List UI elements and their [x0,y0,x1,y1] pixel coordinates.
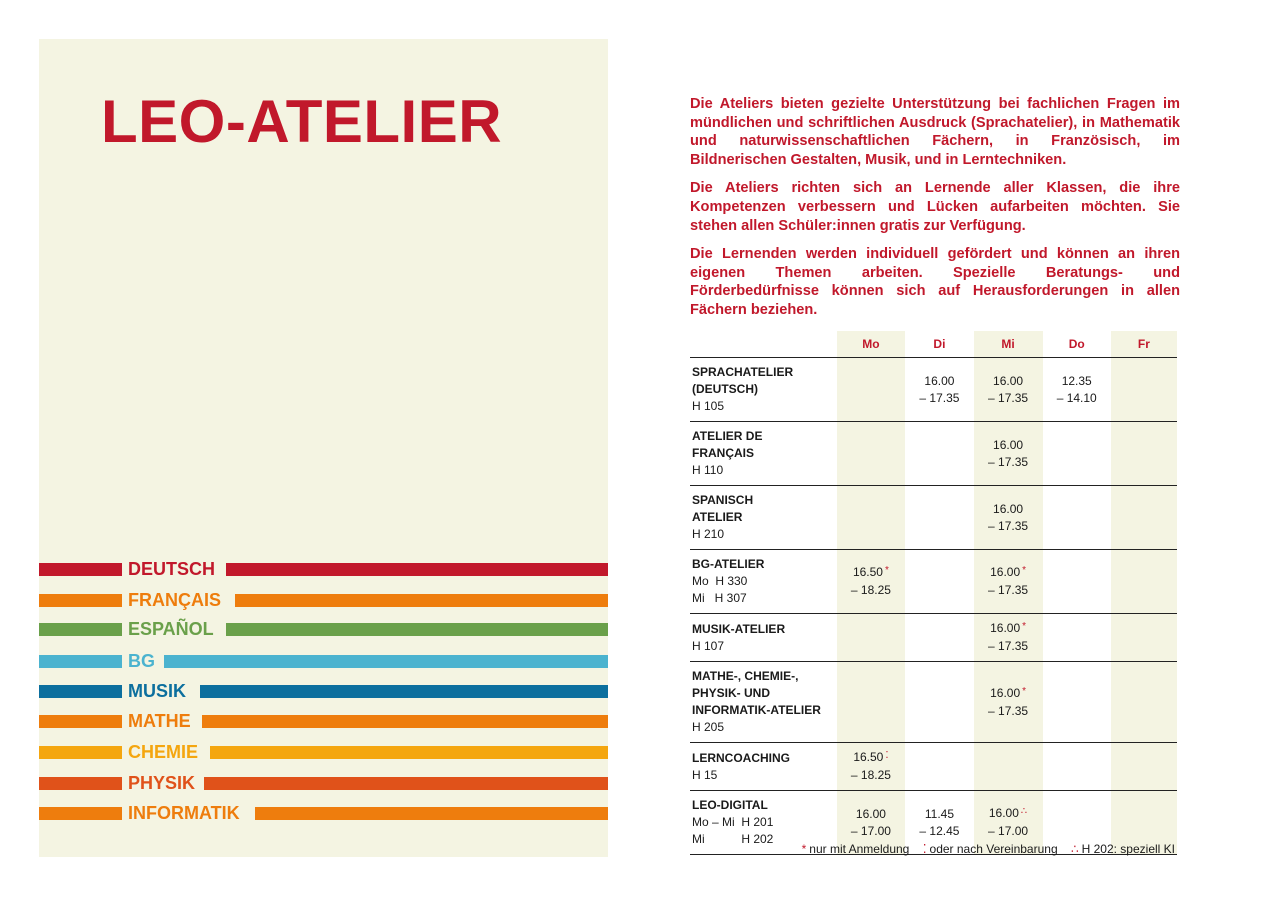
subject-bar [204,777,608,790]
subject-bar [210,746,608,759]
subject-label: PHYSIK [128,773,196,793]
schedule-row [690,743,1177,791]
subject-bar [164,655,608,668]
course-room: H 15 [692,767,718,782]
course-name: SPRACHATELIER [692,365,794,379]
time-cell [837,743,906,791]
time-start-value: 16.00 [993,501,1024,516]
time-start-value: 16.50 [853,750,884,764]
subject-bar [39,623,122,636]
subject-row [39,803,608,823]
time-cell [837,662,906,743]
course-name: FRANÇAIS [692,446,754,460]
time-start-value: 16.00 [993,373,1024,388]
intro-paragraph: Die Ateliers bieten gezielte Unterstützung bei fachlichen Fragen im mündlichen und schriftlichen Ausdruck (Sprachatelier), in Mathematik und naturwissenschaftlichen Fächern, in Französisch, im Bildnerischen Gestalten, Musik, und in Lerntechniken. [690,96,1180,168]
subject-bar [39,746,122,759]
time-start-value: 12.35 [1061,373,1092,388]
time-cell [974,614,1043,662]
left-panel [39,39,608,857]
time-cell [905,662,973,743]
course-room: H 205 [692,720,725,734]
schedule-row [690,486,1177,550]
time-end: – 17.35 [988,518,1029,533]
subject-label: FRANÇAIS [128,590,221,610]
time-cell [1111,550,1177,614]
course-cell [690,486,837,550]
time-start [974,805,1043,823]
subject-label: BG [128,651,155,671]
time-cell [974,422,1043,486]
course-name: BG-ATELIER [692,557,765,571]
schedule-row [690,662,1177,743]
time-cell [905,614,973,662]
time-start [837,806,906,823]
time-start [905,373,973,390]
subject-row [39,651,608,671]
course-cell [690,743,837,791]
time-cell [905,743,973,791]
schedule-row [690,614,1177,662]
subject-bar [39,655,122,668]
subject-bar [226,563,608,576]
subject-bar [39,563,122,576]
time-cell [1043,422,1111,486]
time-end: – 12.45 [919,823,960,838]
legend-text: nur mit Anmeldung [809,842,910,856]
subject-bar [202,715,608,728]
time-cell [1111,358,1177,422]
subject-bar [39,594,122,607]
footnote-mark-icon: * [1022,565,1027,576]
time-start [837,749,906,767]
course-room: H 105 [692,399,725,413]
subject-label: ESPAÑOL [128,619,214,639]
course-name: PHYSIK- UND [692,686,771,700]
course-cell [690,422,837,486]
course-name: MUSIK-ATELIER [692,621,786,636]
subject-row [39,559,608,579]
time-end: – 17.00 [850,823,891,838]
three-dots-icon: ∴ [1070,842,1079,856]
time-cell [1111,486,1177,550]
time-cell [905,422,973,486]
course-room: Mo – Mi H 201 [692,815,774,829]
subject-bar [255,807,608,820]
time-start [905,806,973,823]
time-cell [974,550,1043,614]
schedule-row [690,358,1177,422]
legend-text: oder nach Vereinbarung [929,842,1058,856]
intro-paragraph: Die Lernenden werden individuell gefördert und können an ihren eigenen Themen arbeiten. Spezielle Beratungs- und Förderbedürfnisse können sich auf Herausforderungen in allen Fächern beziehen. [690,246,1180,318]
time-start [837,564,906,582]
time-cell [1111,662,1177,743]
legend-text: H 202: speziell KI [1081,842,1175,856]
course-cell [690,550,837,614]
course-name: ATELIER DE [692,429,763,443]
time-cell [1043,743,1111,791]
time-cell [1043,486,1111,550]
time-start-value: 16.00 [990,685,1021,700]
time-start-value: 16.00 [988,806,1019,820]
time-end: – 14.10 [1056,390,1097,405]
time-end: – 17.00 [988,824,1029,838]
course-name: LERNCOACHING [692,750,790,765]
time-start-value: 11.45 [924,806,954,821]
course-cell [690,614,837,662]
time-cell [974,358,1043,422]
schedule-table [690,331,1177,855]
subject-bar [39,807,122,820]
time-cell [1043,662,1111,743]
schedule-row [690,422,1177,486]
time-start-value: 16.50 [852,565,883,579]
footnote-mark-icon: * [1022,621,1027,632]
time-cell [837,358,906,422]
time-end: – 17.35 [988,454,1029,469]
footnote-mark-icon: ∴ [1020,806,1028,817]
day-header: Do [1068,337,1085,351]
course-cell [690,358,837,422]
time-cell [837,422,906,486]
day-header: Mi [974,331,1043,358]
time-end: – 17.35 [988,390,1029,405]
course-cell [690,662,837,743]
time-cell [1111,743,1177,791]
time-cell [974,486,1043,550]
subject-label: INFORMATIK [128,803,240,823]
time-cell [1111,614,1177,662]
course-name: SPANISCH [692,493,754,507]
schedule-row [690,550,1177,614]
subject-bar [235,594,608,607]
subject-bar [39,685,122,698]
course-name: MATHE-, CHEMIE-, [692,669,799,683]
time-start [974,685,1043,703]
subject-row [39,681,608,701]
time-cell [905,486,973,550]
time-cell [837,614,906,662]
subject-bar [39,777,122,790]
asterisk-icon: * [801,842,807,856]
time-end: – 18.25 [850,583,891,597]
time-start [974,437,1043,454]
time-cell [1043,358,1111,422]
footnote-mark-icon: * [1022,685,1027,697]
time-cell [974,743,1043,791]
time-cell [837,550,906,614]
subject-label: MUSIK [128,681,186,701]
schedule-header-row [690,331,1177,358]
course-room: H 110 [692,463,724,477]
time-start [974,373,1043,390]
time-start [974,620,1043,638]
legend-item [1071,842,1175,856]
time-start-value: 16.00 [990,565,1021,579]
time-start-value: 16.00 [924,373,955,388]
time-start-value: 16.00 [990,621,1021,635]
time-end: – 17.35 [988,639,1029,653]
legend-item [802,842,910,856]
intro-text [690,95,1180,330]
subject-bar [200,685,608,698]
time-start [1043,373,1111,390]
subject-row [39,711,608,731]
course-name: ATELIER [692,510,743,524]
day-header: Fr [1111,331,1177,358]
time-end: – 17.35 [988,583,1029,597]
time-start [974,564,1043,582]
subject-row [39,619,608,639]
course-name: INFORMATIK-ATELIER [692,703,821,717]
time-cell [905,550,973,614]
intro-paragraph: Die Ateliers richten sich an Lernende aller Klassen, die ihre Kompetenzen verbessern und Lücken aufarbeiten möchten. Sie stehen allen Schüler:innen gratis zur Verfügung. [690,180,1180,234]
header-empty [690,331,837,358]
course-room: H 107 [692,638,725,653]
page-title: LEO-ATELIER [101,88,503,155]
time-end: – 17.35 [919,390,960,405]
subject-row [39,773,608,793]
footnote-mark-icon: ⁚ [885,750,889,761]
time-cell [974,662,1043,743]
time-start-value: 16.00 [855,806,886,821]
course-room: Mi H 307 [692,591,747,605]
time-end: – 18.25 [850,768,891,782]
day-header: Di [933,337,946,351]
legend [690,842,1175,856]
course-room: Mi H 202 [692,832,774,846]
two-dots-icon: ⁚ [922,842,927,856]
time-cell [905,358,973,422]
time-start-value: 16.00 [993,437,1024,452]
subject-bar [39,715,122,728]
subject-label: MATHE [128,711,191,731]
time-cell [1043,550,1111,614]
subject-label: CHEMIE [128,742,199,762]
subject-label: DEUTSCH [128,559,216,579]
time-start [974,501,1043,518]
subject-row [39,590,608,610]
subject-bar [226,623,608,636]
time-cell [1111,422,1177,486]
time-end: – 17.35 [988,703,1029,718]
subject-row [39,742,608,762]
time-cell [837,486,906,550]
time-cell [1043,614,1111,662]
course-room: Mo H 330 [692,574,748,588]
course-name: (DEUTSCH) [692,382,758,396]
day-header: Mo [837,331,906,358]
course-room: H 210 [692,527,725,541]
legend-item [923,842,1058,856]
footnote-mark-icon: * [884,565,889,576]
course-name: LEO-DIGITAL [692,798,768,812]
